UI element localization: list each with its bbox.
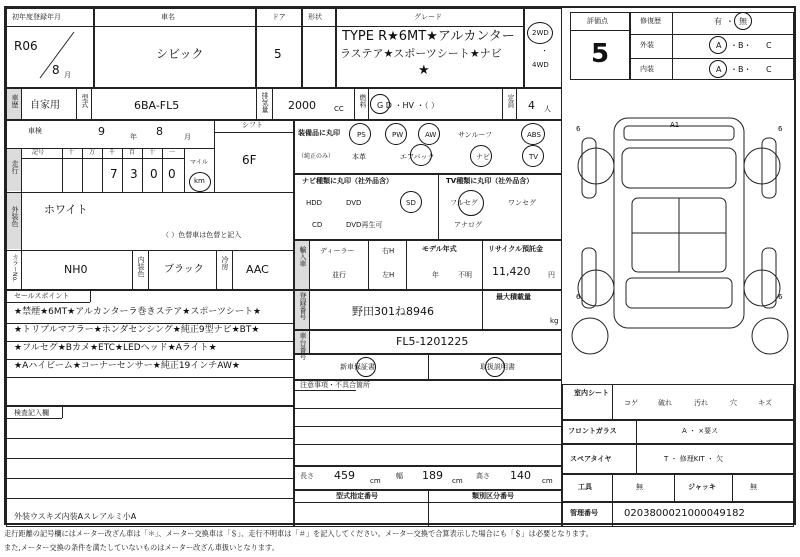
doors-value: 5 — [274, 47, 282, 61]
shift-value: 6F — [242, 153, 257, 167]
registration-value: 野田301ね8946 — [352, 305, 434, 318]
car-name: シビック — [156, 47, 204, 61]
color-value: ホワイト — [44, 203, 88, 216]
navi-circle — [470, 145, 492, 167]
grade-line2: ラステア★スポーツシート★ナビ — [340, 47, 502, 60]
auction-sheet: 初年度登録年月 R06 8 月 車名 シビック ドア 5 形状 グレード TYPE R★6MT★アルカンター ラステア★スポーツシート★ナビ ★ 2WD ・ 4WD 評価点 5 修復歴 有 ・ 無 外装 A ・B・ C 内装 A ・B・ C 車歴 自家用 型式 6BA-FL5 排気量 2000 CC 燃料 G D ・HV ・（ ） 定員 4 人 車検 9 年 8 月 シフト 6F 走行 記号 十 万 千 7 百 3 十 0 一 0 マイル km 外装色 ホワイト （ ）色替車は色替と記入 カラーNo. NH0 内装色 ブラック 冷房 AAC 装備品に丸印 （純正のみ） PS PW AW サンルーフ ABS 本革 エアバック ナビ TV ナビ種類に丸印（社外品含） TV種類に丸印（社外品含） HDD DVD SD CD DVD再生可 フルセグ ワンセグ アナログ 輸入車 ディーラー 並行 右H 左H モデル年式 年 不明 リサイクル預託金 11,420 円 セールスポイント ★禁煙★6MT★アルカンターラ巻きステア★スポーツシート★ ★トリプルマフラー★ホンダセンシング★純正9型ナビ★BT★ ★フルセグ★Bカメ★ETC★LEDヘッド★Aライト★ ★Aハイビーム★コーナーセンサー★純正19インチAW★ 登録番号 野田301ね8946 最大積載量 kg 車台番号 FL5-1201225 新車保証書 取扱説明書 注意事項・不具合箇所 検査記入欄 外装ウスキズ内装Aスレアルミ小A 長さ 459 cm 幅 189 cm 高さ 140 cm 型式指定番号 類別区分番号 A1 6 6 6 6 室内シート コゲ 破れ 汚れ 穴 キズ フロントガラス A ・ ×要ス スペアタイヤ T ・ 修理KIT ・ 欠 工具 無 ジャッキ 無 管理番号 0203800021000049182 — [4, 6, 796, 525]
sales-line-1: ★禁煙★6MT★アルカンターラ巻きステア★スポーツシート★ — [14, 307, 262, 317]
model-value: 6BA-FL5 — [134, 99, 180, 112]
fuel-g-circle — [370, 94, 390, 114]
rating-value: 5 — [591, 39, 610, 69]
grade-line3: ★ — [418, 63, 430, 78]
ps-circle — [349, 123, 371, 145]
interior-a-circle — [709, 60, 727, 78]
damage-diagram: A1 6 6 6 6 — [562, 88, 798, 384]
inspector-note: 外装ウスキズ内装Aスレアルミ小A — [14, 512, 137, 521]
manual-circle — [485, 357, 505, 377]
first-reg-month: 8 — [52, 63, 60, 77]
footer-line-2: また,メーター交換の条件を満たしていないものはメーター改ざん車扱いとなります。 — [4, 543, 279, 552]
first-reg-label: 初年度登録年月 — [12, 13, 61, 21]
sales-line-3: ★フルセグ★Bカメ★ETC★LEDヘッド★Aライト★ — [14, 343, 217, 353]
displacement-value: 2000 — [288, 99, 316, 112]
airbag-circle — [410, 144, 432, 166]
km-circle — [189, 172, 211, 192]
chassis-value: FL5-1201225 — [396, 335, 469, 348]
mgmt-number: 0203800021000049182 — [624, 508, 745, 519]
car-body-diagram — [562, 88, 798, 384]
sales-line-2: ★トリプルマフラー★ホンダセンシング★純正9型ナビ★BT★ — [14, 325, 260, 335]
drive-2wd-circle — [527, 22, 553, 44]
warranty-circle — [356, 357, 376, 377]
aw-circle — [418, 123, 440, 145]
sd-circle — [400, 191, 422, 213]
exterior-a-circle — [709, 36, 727, 54]
fullseg-circle — [458, 190, 484, 216]
repair-no-circle — [734, 12, 752, 30]
abs-circle — [521, 123, 545, 145]
footer-line-1: 走行距離の記号欄にはメーター改ざん車は「＊」、メーター交換車は「＄」、走行不明車は「＃」を記入してください。メーター交換で合算表示した場合にも「＄」は必要となります。 — [4, 529, 593, 538]
usage-value: 自家用 — [30, 100, 60, 111]
pw-circle — [385, 123, 407, 145]
grade-line1: TYPE R★6MT★アルカンター — [342, 29, 515, 44]
tv-circle — [522, 145, 544, 167]
first-reg-year: R06 — [14, 39, 38, 53]
sales-line-4: ★Aハイビーム★コーナーセンサー★純正19インチAW★ — [14, 361, 240, 371]
repair-no: 無 — [739, 17, 747, 26]
car-name-label: 車名 — [161, 13, 175, 21]
